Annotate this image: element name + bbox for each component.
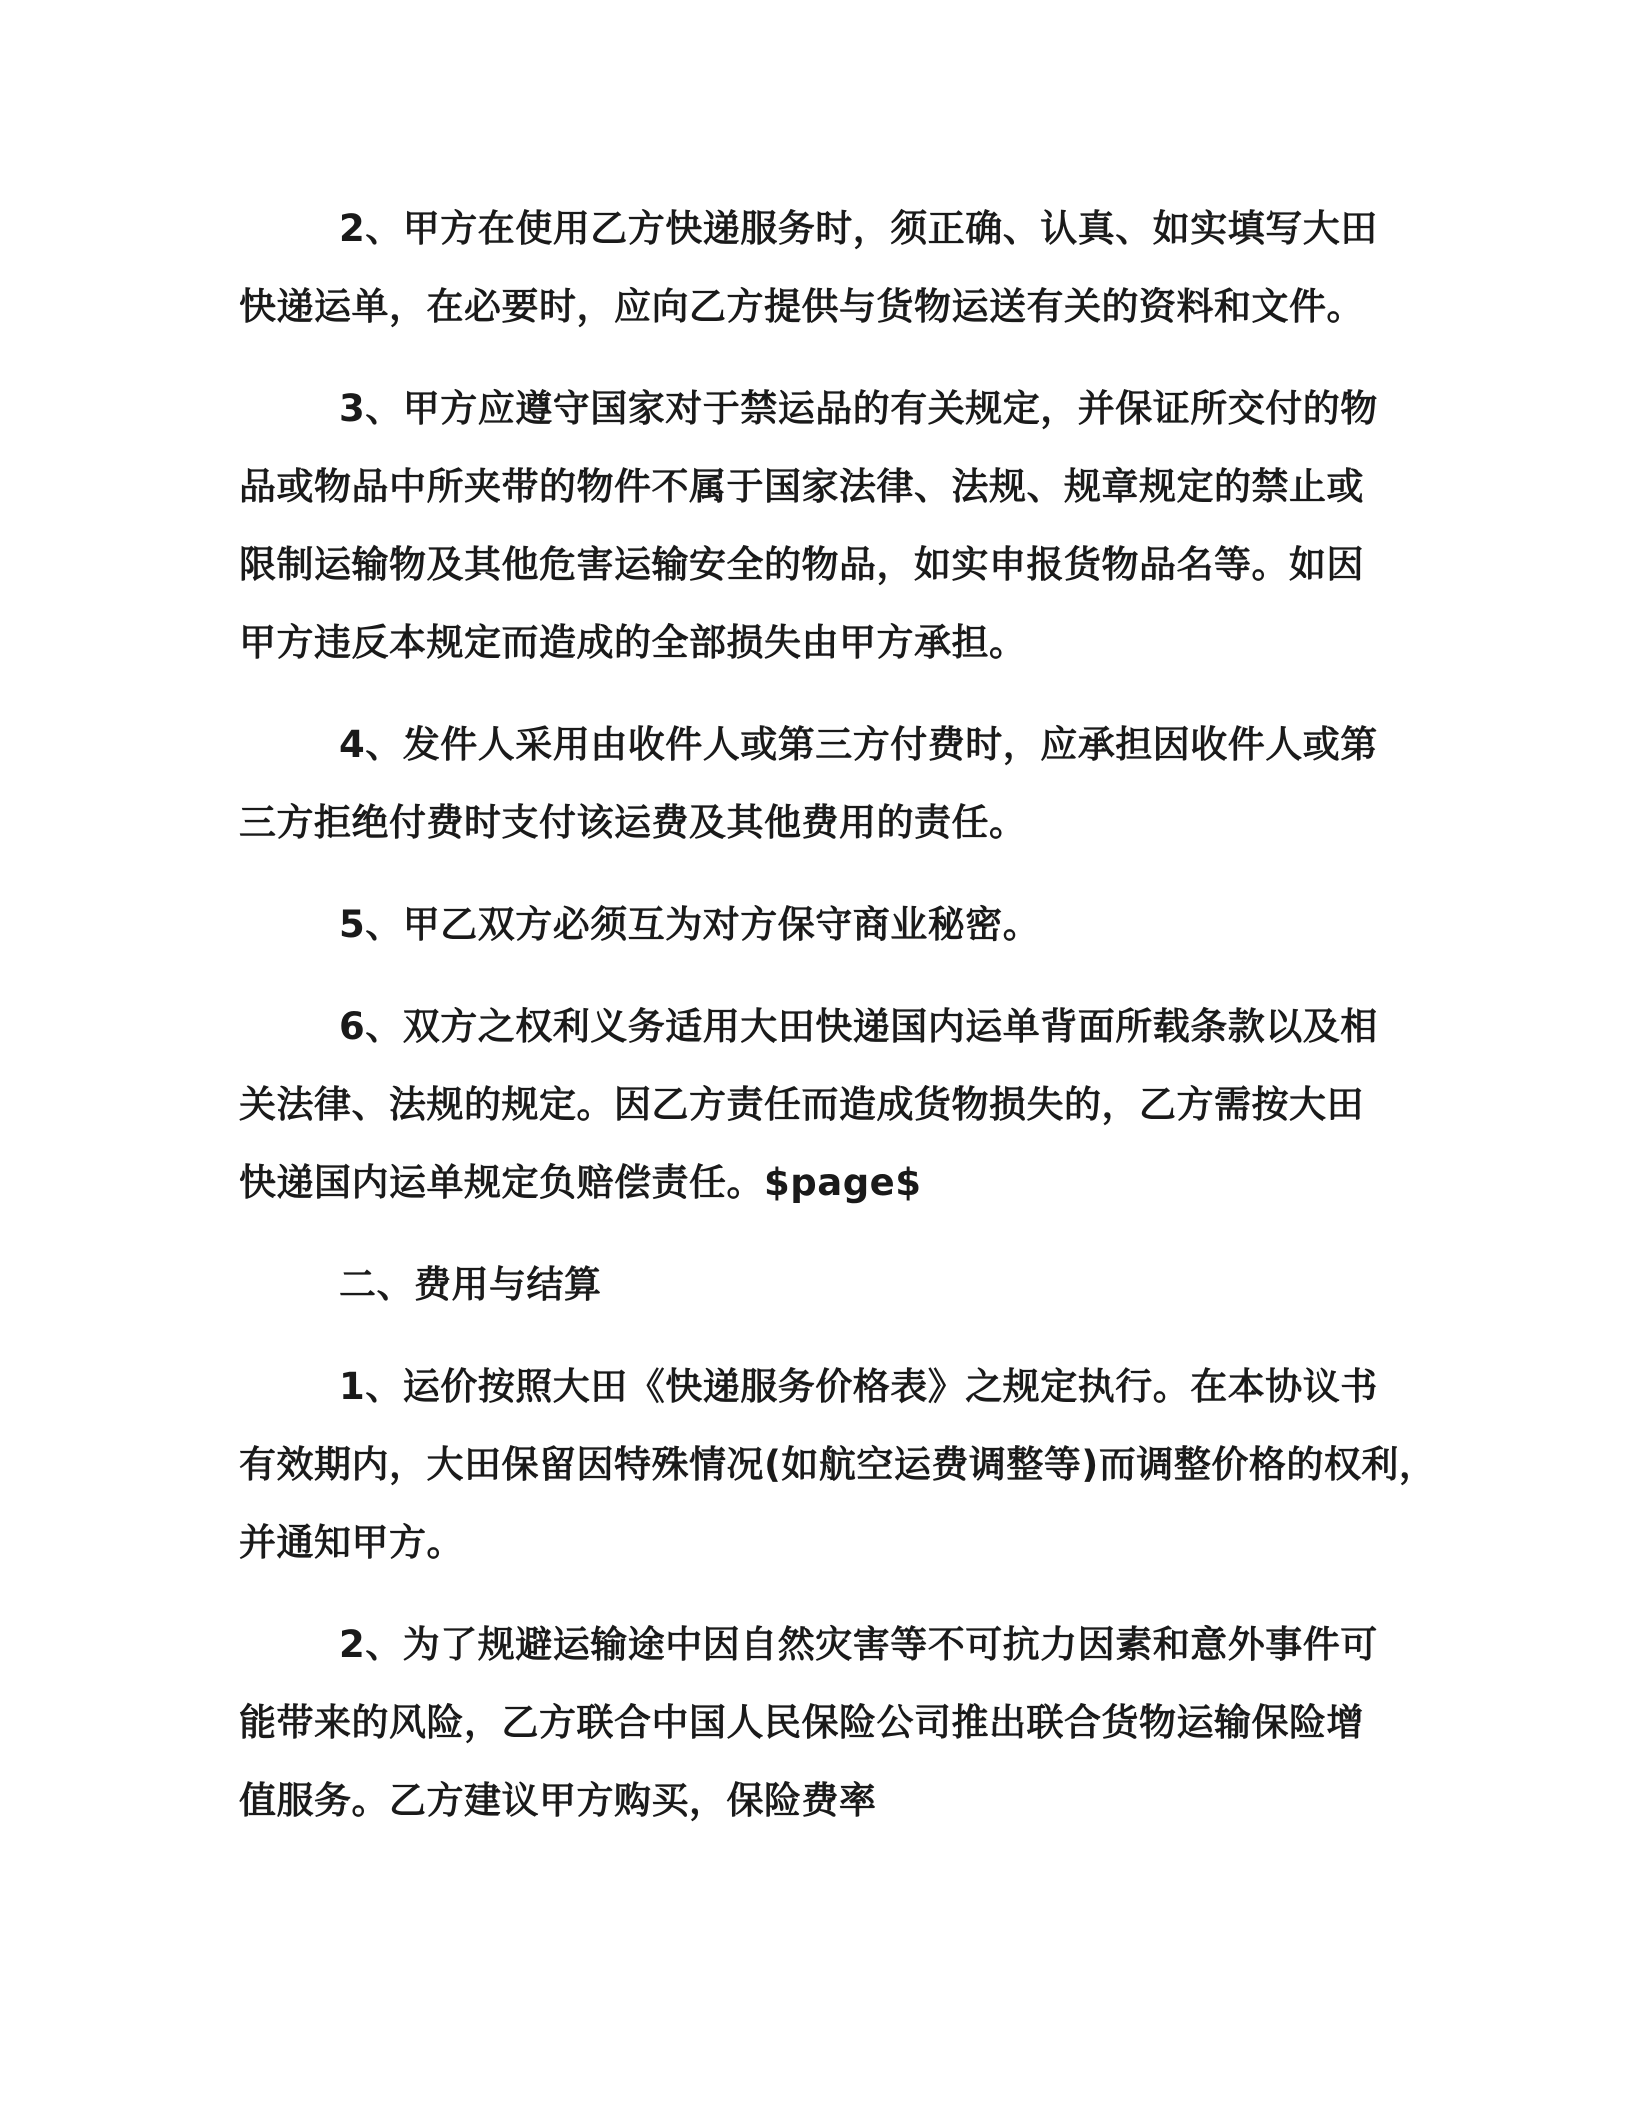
text-line: 值服务。乙方建议甲方购买，保险费率 — [239, 1779, 877, 1822]
text-line: 1、运价按照大田《快递服务价格表》之规定执行。在本协议书 — [339, 1365, 1378, 1408]
text-line: 快递国内运单规定负赔偿责任。$page$ — [239, 1161, 922, 1204]
text-line: 3、甲方应遵守国家对于禁运品的有关规定，并保证所交付的物 — [339, 387, 1378, 430]
text-line: 6、双方之权利义务适用大田快递国内运单背面所载条款以及相 — [339, 1005, 1378, 1048]
text-line: 2、为了规避运输途中因自然灾害等不可抗力因素和意外事件可 — [339, 1623, 1378, 1666]
text-line: 关法律、法规的规定。因乙方责任而造成货物损失的，乙方需按大田 — [239, 1083, 1364, 1126]
text-line: 能带来的风险，乙方联合中国人民保险公司推出联合货物运输保险增 — [239, 1701, 1364, 1744]
text-line: 5、甲乙双方必须互为对方保守商业秘密。 — [339, 903, 1041, 946]
fee-clause-1 — [239, 1348, 1437, 1582]
document-body — [239, 190, 1437, 1864]
fee-clause-2 — [239, 1606, 1409, 1840]
clause-4 — [239, 706, 1409, 862]
text-line: 快递运单，在必要时，应向乙方提供与货物运送有关的资料和文件。 — [239, 285, 1364, 328]
text-line: 品或物品中所夹带的物件不属于国家法律、法规、规章规定的禁止或 — [239, 465, 1364, 508]
section-heading: 二、费用与结算 — [339, 1263, 602, 1306]
text-line: 有效期内，大田保留因特殊情况(如航空运费调整等)而调整价格的权利， — [239, 1443, 1437, 1486]
clause-6 — [239, 988, 1409, 1222]
clause-3 — [239, 370, 1409, 682]
text-line: 并通知甲方。 — [239, 1521, 464, 1564]
clause-5 — [239, 886, 1409, 964]
text-line: 限制运输物及其他危害运输安全的物品，如实申报货物品名等。如因 — [239, 543, 1364, 586]
clause-2 — [239, 190, 1409, 346]
text-line: 4、发件人采用由收件人或第三方付费时，应承担因收件人或第 — [339, 723, 1378, 766]
text-line: 三方拒绝付费时支付该运费及其他费用的责任。 — [239, 801, 1027, 844]
text-line: 甲方违反本规定而造成的全部损失由甲方承担。 — [239, 621, 1027, 664]
text-line: 2、甲方在使用乙方快递服务时，须正确、认真、如实填写大田 — [339, 207, 1378, 250]
